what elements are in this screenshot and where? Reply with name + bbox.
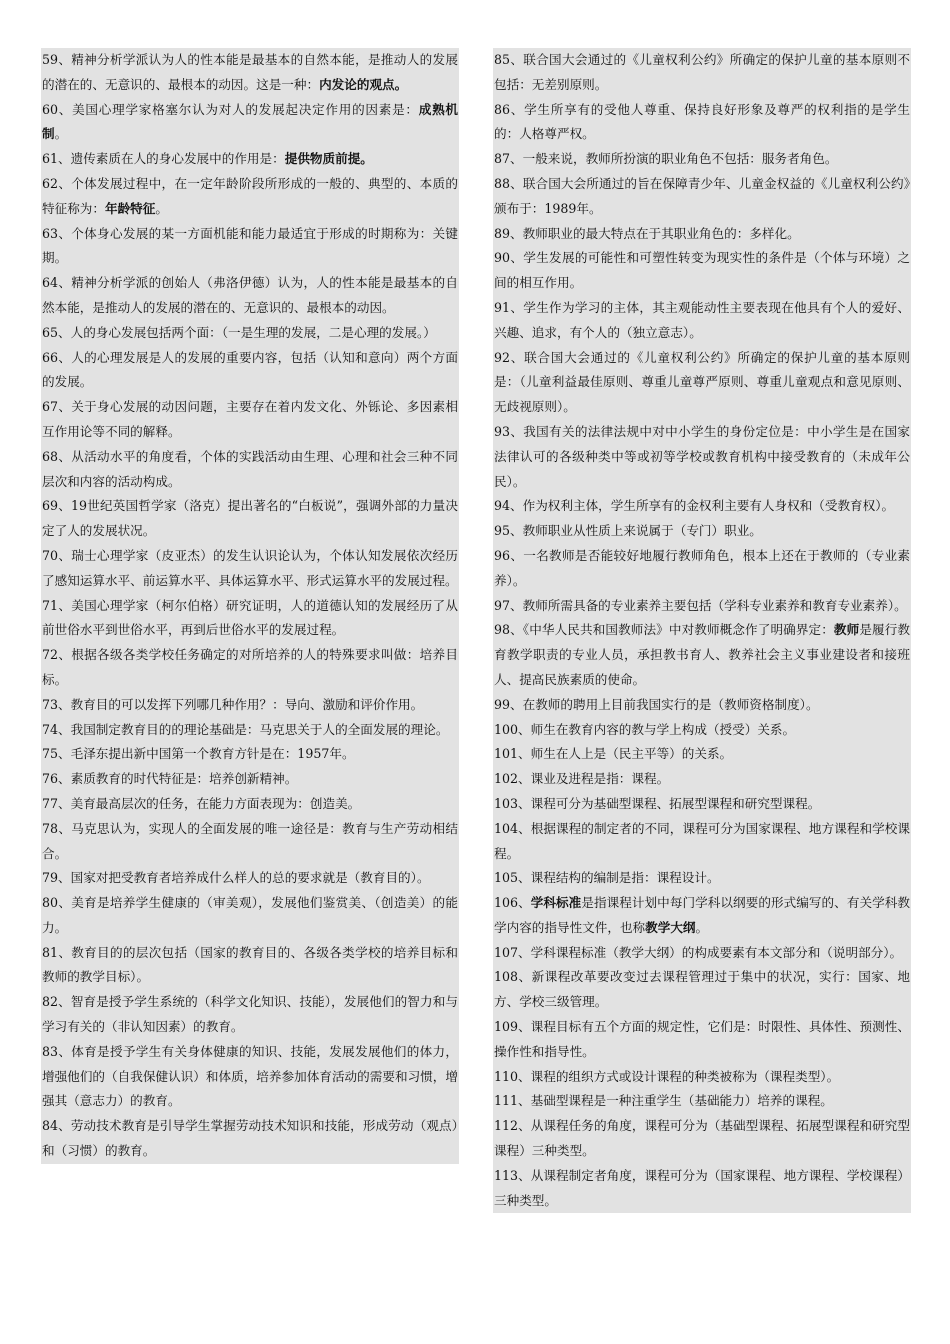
item-text: 70、瑞士心理学家（皮亚杰）的发生认识论认为，个体认知发展依次经历了感知运算水平、前运算水平、具体运算水平、形式运算水平的发展过程。 (42, 547, 458, 588)
item-text: 79、国家对把受教育者培养成什么样人的总的要求就是（教育目的）。 (42, 870, 430, 886)
item-text: 。 (155, 200, 168, 216)
item-text: 90、学生发展的可能性和可塑性转变为现实性的条件是（个体与环境）之间的相互作用。 (494, 250, 910, 291)
question-item (41, 817, 459, 867)
item-text: 72、根据各级各类学校任务确定的对所培养的人的特殊要求叫做：培养目标。 (42, 647, 458, 687)
question-item (41, 147, 459, 172)
question-item (493, 1065, 911, 1090)
right-column (493, 48, 911, 1213)
question-item (493, 48, 911, 98)
item-text: 是履行教育教学职责的专业人员，承担教书育人、教养社会主义事业建设者和接班人、提高民族素质的使命。 (494, 622, 911, 687)
question-item (493, 891, 911, 941)
question-item (493, 693, 911, 718)
item-text: 83、体育是授予学生有关身体健康的知识、技能，发展发展他们的体力，增强他们的（自我保健认识）和体质，培养参加体育活动的需要和习惯，增强其（意志力）的教育。 (42, 1043, 458, 1109)
question-item (493, 792, 911, 817)
question-item (493, 246, 911, 296)
question-item (493, 965, 911, 1015)
item-text: 111、基础型课程是一种注重学生（基础能力）培养的课程。 (494, 1093, 833, 1109)
item-text: 。 (54, 126, 68, 142)
question-item (41, 445, 459, 495)
question-item (41, 990, 459, 1040)
question-item (493, 346, 911, 420)
item-text: 102、课业及进程是指：课程。 (494, 771, 670, 787)
item-text: 82、智育是授予学生系统的（科学文化知识、技能），发展他们的智力和与学习有关的（非认知因素）的教育。 (42, 994, 458, 1035)
question-item (41, 172, 459, 222)
question-item (41, 321, 459, 346)
question-item (41, 767, 459, 792)
question-item (493, 767, 911, 792)
emphasis-text: 教学大纲 (645, 919, 696, 935)
item-text: 109、课程目标有五个方面的规定性，它们是：时限性、具体性、预测性、操作性和指导性。 (494, 1019, 910, 1059)
question-item (493, 618, 911, 692)
item-text: 73、教育目的可以发挥下列哪几种作用？：导向、激励和评价作用。 (42, 696, 424, 712)
question-item (493, 817, 911, 867)
item-text: 89、教师职业的最大特点在于其职业角色的：多样化。 (494, 225, 800, 241)
item-text: 62、个体发展过程中，在一定年龄阶段所形成的一般的、典型的、本质的特征称为： (42, 175, 458, 216)
question-item (493, 172, 911, 222)
question-item (41, 742, 459, 767)
item-text: 84、劳动技术教育是引导学生掌握劳动技术知识和技能，形成劳动（观点）和（习惯）的教育。 (42, 1118, 458, 1159)
item-text: 86、学生所享有的受他人尊重、保持良好形象及尊严的权利指的是学生的：人格尊严权。 (494, 101, 910, 142)
item-text: 106、 (494, 895, 531, 911)
question-item (493, 147, 911, 172)
item-text: 98、《中华人民共和国教师法》中对教师概念作了明确界定： (494, 622, 834, 638)
item-text: 68、从活动水平的角度看，个体的实践活动由生理、心理和社会三种不同层次和内容的活动构成。 (42, 448, 458, 489)
item-text: 100、师生在教育内容的教与学上构成（授受）关系。 (494, 721, 796, 737)
question-item (41, 395, 459, 445)
question-item (41, 866, 459, 891)
emphasis-text: 教师 (833, 622, 860, 638)
question-item (493, 742, 911, 767)
left-column (41, 48, 459, 1164)
item-text: 77、美育最高层次的任务，在能力方面表现为：创造美。 (42, 795, 361, 811)
question-item (41, 643, 459, 693)
item-text: 67、关于身心发展的动因问题，主要存在着内发文化、外铄论、多因素相互作用论等不同的解释。 (42, 399, 458, 439)
item-text: 69、19世纪英国哲学家（洛克）提出著名的“白板说”，强调外部的力量决定了人的发展状况。 (42, 498, 458, 539)
question-item (493, 594, 911, 619)
question-item (493, 98, 911, 148)
item-text: 96、一名教师是否能较好地履行教师角色，根本上还在于教师的（专业素养）。 (494, 547, 910, 588)
question-item (493, 222, 911, 247)
emphasis-text: 成熟机制 (42, 101, 459, 142)
item-text: 61、遗传素质在人的身心发展中的作用是： (42, 151, 285, 167)
question-item (493, 1164, 911, 1214)
item-text: 66、人的心理发展是人的发展的重要内容，包括（认知和意向）两个方面的发展。 (42, 349, 458, 390)
item-text: 64、精神分析学派的创始人（弗洛伊德）认为，人的性本能是最基本的自然本能，是推动人的发展的潜在的、无意识的、最根本的动因。 (42, 275, 458, 315)
item-text: 107、学科课程标准（教学大纲）的构成要素有本文部分和（说明部分）。 (494, 944, 903, 960)
item-text: 71、美国心理学家（柯尔伯格）研究证明，人的道德认知的发展经历了从前世俗水平到世俗水平，再到后世俗水平的发展过程。 (42, 597, 458, 638)
question-item (41, 346, 459, 396)
question-item (493, 941, 911, 966)
question-item (493, 420, 911, 494)
item-text: 80、美育是培养学生健康的（审美观），发展他们鉴赏美、（创造美）的能力。 (42, 895, 458, 935)
question-item (493, 718, 911, 743)
emphasis-text: 学科标准 (530, 895, 582, 911)
question-item (493, 1114, 911, 1164)
question-item (493, 1015, 911, 1065)
item-text: 65、人的身心发展包括两个面：（一是生理的发展，二是心理的发展。） (42, 324, 436, 340)
item-text: 93、我国有关的法律法规中对中小学生的身份定位是：中小学生是在国家法律认可的各级种类中等或初等学校或教育机构中接受教育的（未成年公民）。 (494, 423, 910, 489)
item-text: 63、个体身心发展的某一方面机能和能力最适宜于形成的时期称为：关键期。 (42, 225, 458, 266)
item-text: 101、师生在人上是（民主平等）的关系。 (494, 746, 733, 762)
item-text: 113、从课程制定者角度，课程可分为（国家课程、地方课程、学校课程）三种类型。 (494, 1167, 910, 1208)
question-item (41, 494, 459, 544)
item-text: 74、我国制定教育目的的理论基础是：马克思关于人的全面发展的理论。 (42, 721, 449, 737)
question-item (41, 792, 459, 817)
question-item (41, 48, 459, 98)
item-text: 87、一般来说，教师所扮演的职业角色不包括：服务者角色。 (494, 151, 838, 167)
question-item (41, 98, 459, 148)
item-text: 112、从课程任务的角度，课程可分为（基础型课程、拓展型课程和研究型课程）三种类型。 (494, 1118, 910, 1159)
item-text: 88、联合国大会所通过的旨在保障青少年、儿童金权益的《儿童权利公约》颁布于：1989年。 (494, 175, 910, 216)
item-text: 91、学生作为学习的主体，其主观能动性主要表现在他具有个人的爱好、兴趣、追求，有个人的（独立意志）。 (494, 299, 910, 340)
question-item (493, 866, 911, 891)
item-text: 59、精神分析学派认为人的性本能是最基本的自然本能，是推动人的发展的潜在的、无意识的、最根本的动因。这是一种： (42, 52, 458, 92)
item-text: 95、教师职业从性质上来说属于（专门）职业。 (494, 523, 762, 539)
item-text: 76、素质教育的时代特征是：培养创新精神。 (42, 771, 298, 787)
emphasis-text: 内发论的观点。 (319, 76, 408, 92)
item-text: 是指课程计划中每门学科以纲要的形式编写的、有关学科教学内容的指导性文件，也称 (494, 895, 910, 935)
item-text: 104、根据课程的制定者的不同，课程可分为国家课程、地方课程和学校课程。 (494, 820, 910, 861)
emphasis-text: 提供物质前提。 (284, 151, 373, 167)
item-text: 110、课程的组织方式或设计课程的种类被称为（课程类型）。 (494, 1068, 840, 1084)
question-item (41, 594, 459, 644)
question-item (41, 222, 459, 272)
question-item (493, 544, 911, 594)
item-text: 94、作为权利主体，学生所享有的金权利主要有人身权和（受教育权）。 (494, 498, 895, 514)
question-item (41, 1114, 459, 1164)
item-text: 81、教育目的的层次包括（国家的教育目的、各级各类学校的培养目标和教师的教学目标）。 (42, 944, 458, 985)
question-item (493, 296, 911, 346)
question-item (41, 718, 459, 743)
item-text: 60、美国心理学家格塞尔认为对人的发展起决定作用的因素是： (42, 101, 419, 117)
question-item (41, 1040, 459, 1114)
question-item (493, 494, 911, 519)
question-item (41, 271, 459, 321)
emphasis-text: 年龄特征 (104, 200, 156, 216)
question-item (41, 693, 459, 718)
item-text: 108、新课程改革要改变过去课程管理过于集中的状况，实行：国家、地方、学校三级管理。 (494, 969, 910, 1010)
item-text: 75、毛泽东提出新中国第一个教育方针是在：1957年。 (42, 746, 355, 762)
item-text: 97、教师所需具备的专业素养主要包括（学科专业素养和教育专业素养）。 (494, 597, 907, 613)
item-text: 99、在教师的聘用上目前我国实行的是（教师资格制度）。 (494, 696, 819, 712)
question-item (41, 891, 459, 941)
item-text: 85、联合国大会通过的《儿童权利公约》所确定的保护儿童的基本原则不包括：无差别原则。 (494, 52, 910, 92)
item-text: 103、课程可分为基础型课程、拓展型课程和研究型课程。 (494, 795, 821, 811)
item-text: 92、联合国大会通过的《儿童权利公约》所确定的保护儿童的基本原则是：（儿童利益最佳原则、尊重儿童尊严原则、尊重儿童观点和意见原则、无歧视原则）。 (494, 349, 910, 415)
item-text: 。 (695, 919, 709, 935)
item-text: 105、课程结构的编制是指：课程设计。 (494, 870, 720, 886)
question-item (493, 1089, 911, 1114)
question-item (41, 941, 459, 991)
question-item (493, 519, 911, 544)
question-item (41, 544, 459, 594)
item-text: 78、马克思认为，实现人的全面发展的唯一途径是：教育与生产劳动相结合。 (42, 820, 458, 861)
